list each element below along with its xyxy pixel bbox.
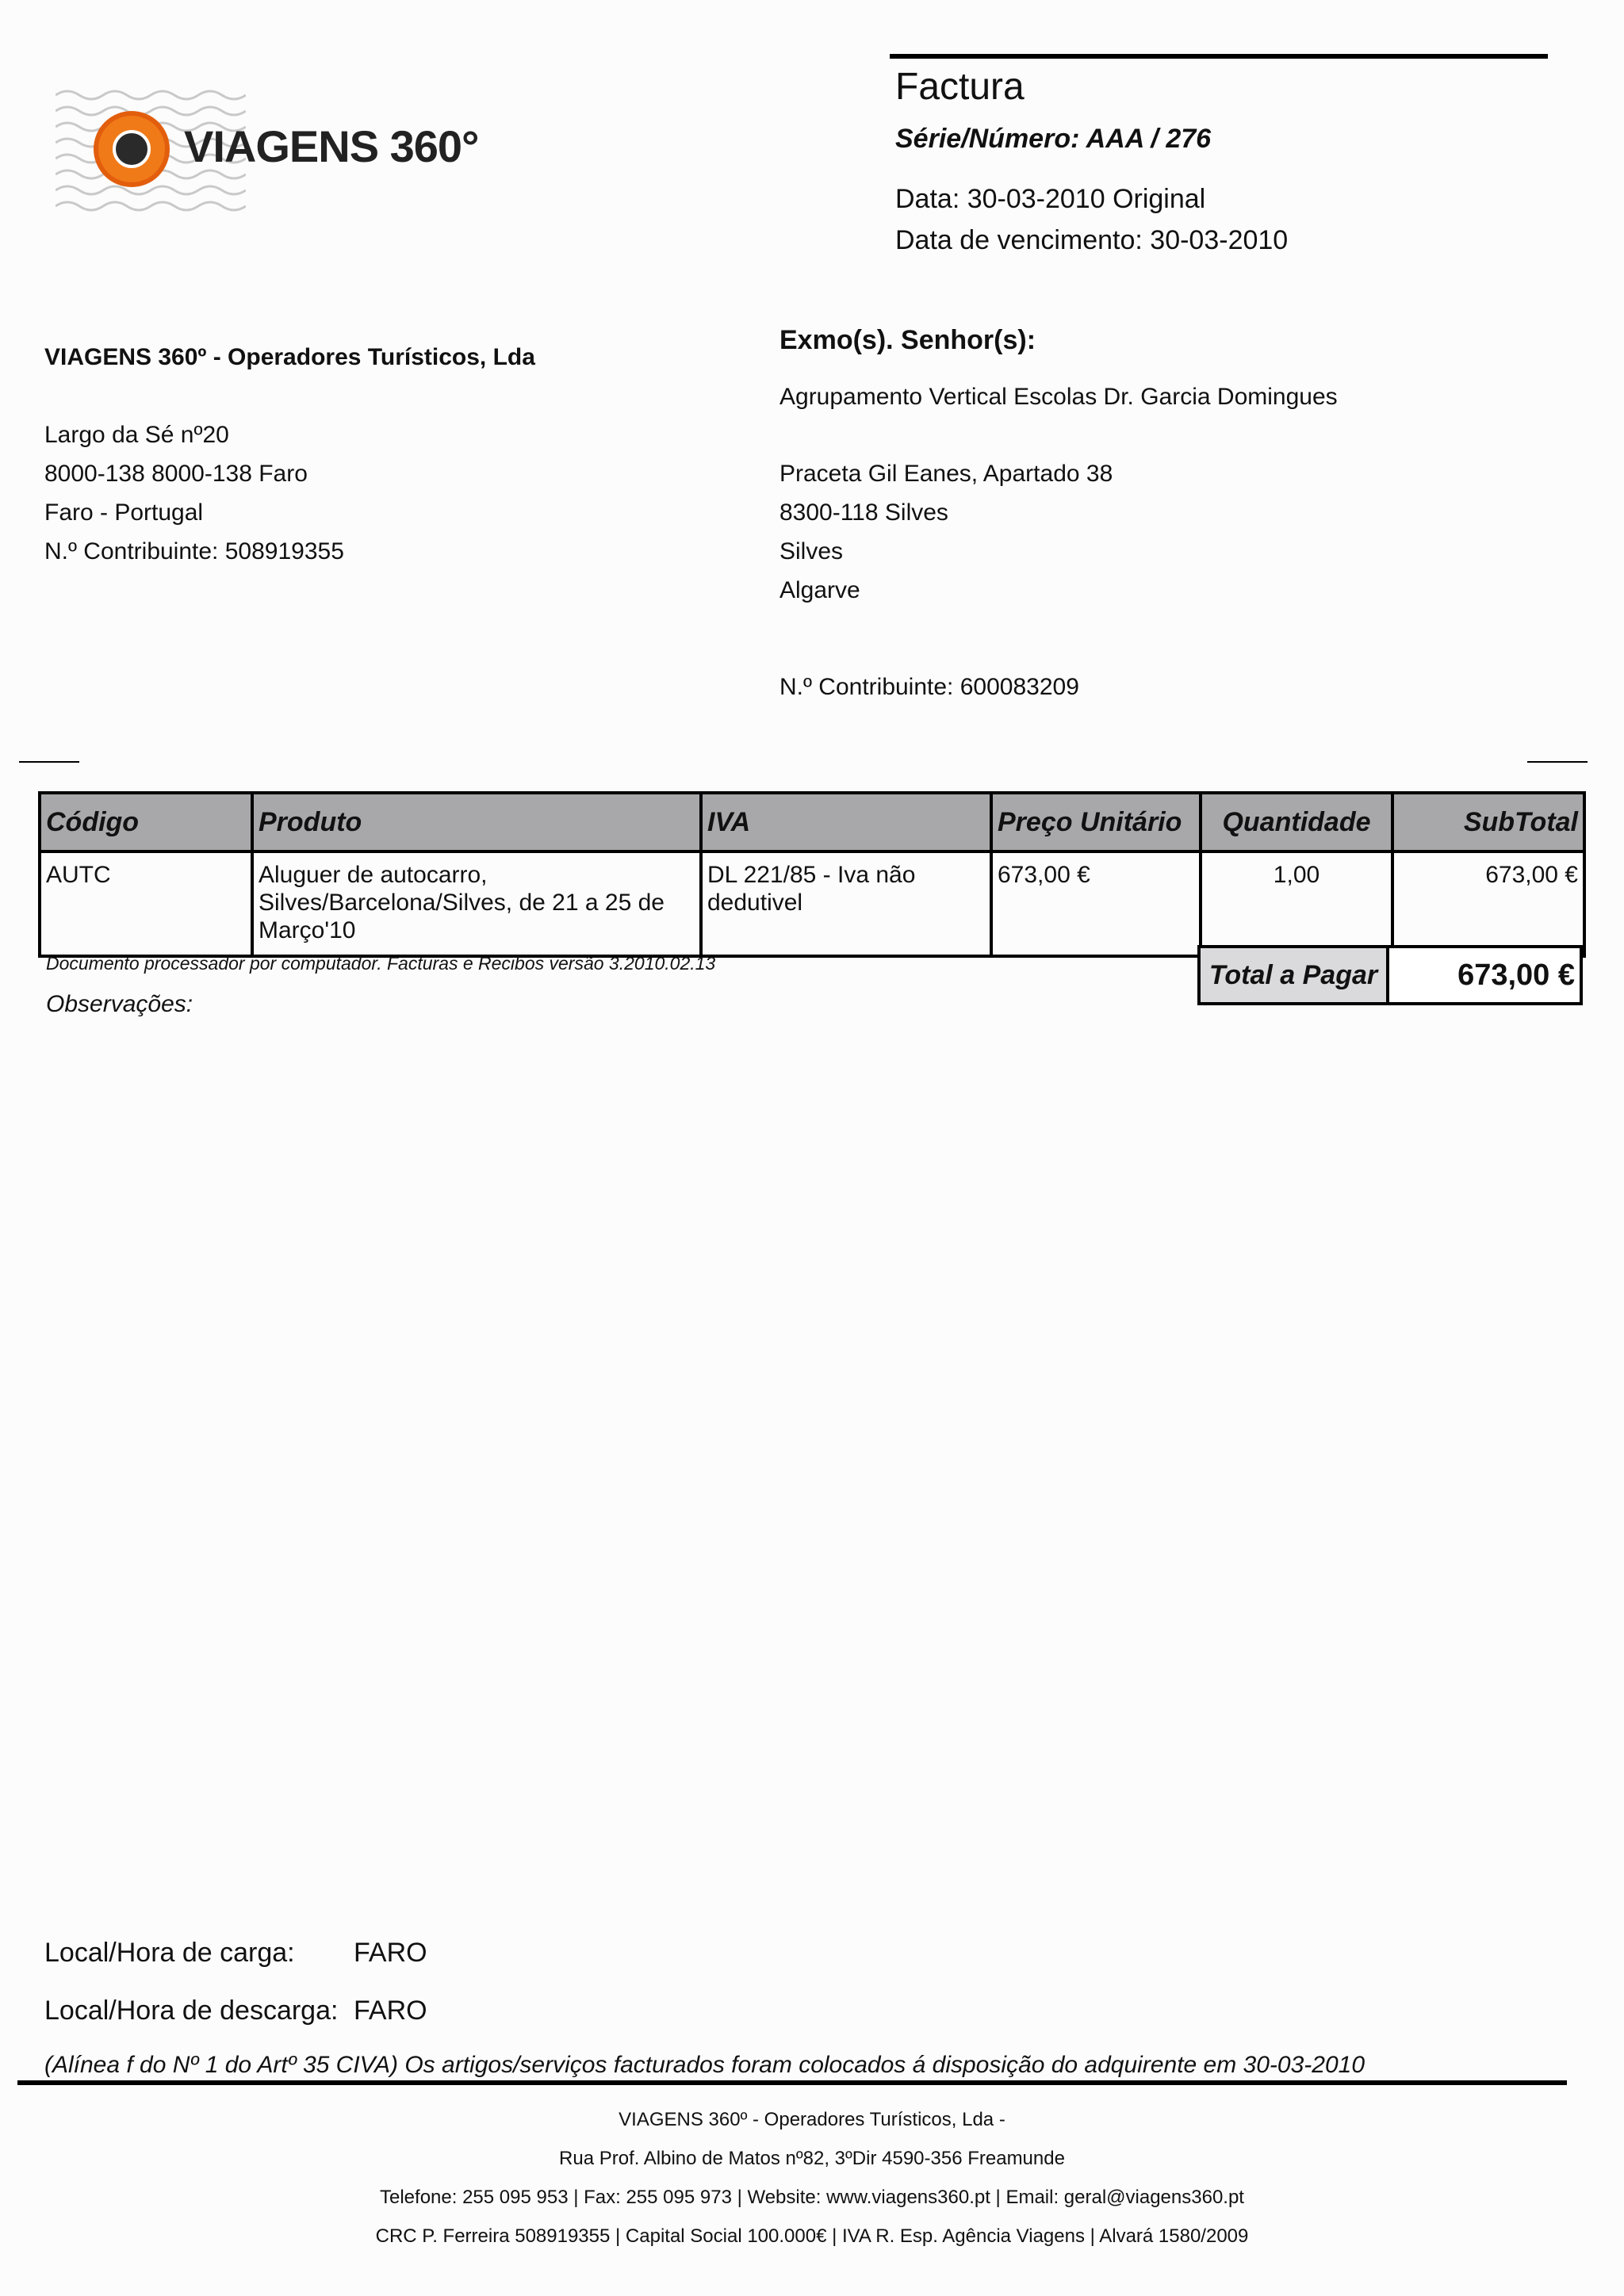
- footer-rule: [17, 2080, 1567, 2085]
- col-header-subtotal: SubTotal: [1392, 793, 1584, 851]
- company-country-line: Faro - Portugal: [44, 499, 204, 526]
- cell-iva: DL 221/85 - Iva não dedutivel: [701, 851, 991, 956]
- fold-mark-left: [19, 761, 79, 763]
- invoice-date: Data: 30-03-2010 Original: [895, 184, 1206, 214]
- col-header-preco: Preço Unitário: [991, 793, 1201, 851]
- cell-preco: 673,00 €: [991, 851, 1201, 956]
- footer-company: VIAGENS 360º - Operadores Turísticos, Lda -: [619, 2109, 1005, 2130]
- cell-produto: Aluguer de autocarro, Silves/Barcelona/Silves, de 21 a 25 de Março'10: [252, 851, 701, 956]
- total-label: Total a Pagar: [1197, 945, 1389, 1005]
- footer-address: Rua Prof. Albino de Matos nº82, 3ºDir 4590-356 Freamunde: [559, 2148, 1065, 2169]
- customer-city-line: Silves: [779, 538, 844, 564]
- customer-nif: N.º Contribuinte: 600083209: [779, 674, 1079, 700]
- customer-name: Agrupamento Vertical Escolas Dr. Garcia Domingues: [779, 384, 1338, 410]
- unload-label: Local/Hora de descarga:: [44, 1996, 339, 2026]
- col-header-produto: Produto: [252, 793, 701, 851]
- customer-region-line: Algarve: [779, 577, 860, 603]
- observacoes-label: Observações:: [46, 991, 193, 1017]
- col-header-codigo: Código: [40, 793, 252, 851]
- logo-text: VIAGENS 360°: [184, 121, 479, 171]
- footer-contacts: Telefone: 255 095 953 | Fax: 255 095 973 | Website: www.viagens360.pt | Email: geral@viagens360.pt: [380, 2187, 1244, 2208]
- customer-heading: Exmo(s). Senhor(s):: [779, 325, 1036, 355]
- footer-registry: CRC P. Ferreira 508919355 | Capital Social 100.000€ | IVA R. Esp. Agência Viagens | Alvará 1580/2009: [375, 2225, 1249, 2247]
- table-row: [40, 851, 1584, 956]
- cell-quantidade: 1,00: [1201, 851, 1392, 956]
- document-title: Factura: [895, 66, 1025, 108]
- total-value: 673,00 €: [1389, 945, 1583, 1005]
- software-note: Documento processador por computador. Facturas e Recibos versão 3.2010.02.13: [46, 953, 716, 974]
- cell-subtotal: 673,00 €: [1392, 851, 1584, 956]
- col-header-iva: IVA: [701, 793, 991, 851]
- due-date: Data de vencimento: 30-03-2010: [895, 225, 1289, 255]
- customer-postal-line: 8300-118 Silves: [779, 499, 948, 526]
- load-label: Local/Hora de carga:: [44, 1938, 295, 1968]
- items-table: [38, 791, 1586, 958]
- serie-numero: Série/Número: AAA / 276: [895, 124, 1212, 154]
- company-postal-line: 8000-138 8000-138 Faro: [44, 461, 308, 487]
- company-address-line: Largo da Sé nº20: [44, 422, 229, 448]
- company-nif: N.º Contribuinte: 508919355: [44, 538, 344, 564]
- legal-notice: (Alínea f do Nº 1 do Artº 35 CIVA) Os artigos/serviços facturados foram colocados á disposição do adquirente em 30-03-2010: [44, 2052, 1365, 2078]
- col-header-quantidade: Quantidade: [1201, 793, 1392, 851]
- company-logo: [56, 79, 484, 214]
- compass-icon: [94, 111, 170, 187]
- cell-codigo: AUTC: [40, 851, 252, 956]
- load-value: FARO: [354, 1938, 427, 1968]
- fold-mark-right: [1527, 761, 1588, 763]
- unload-value: FARO: [354, 1996, 427, 2026]
- header-rule: [890, 54, 1548, 59]
- company-name: VIAGENS 360º - Operadores Turísticos, Lda: [44, 344, 535, 370]
- customer-address-line: Praceta Gil Eanes, Apartado 38: [779, 461, 1113, 487]
- table-header-row: [40, 793, 1584, 851]
